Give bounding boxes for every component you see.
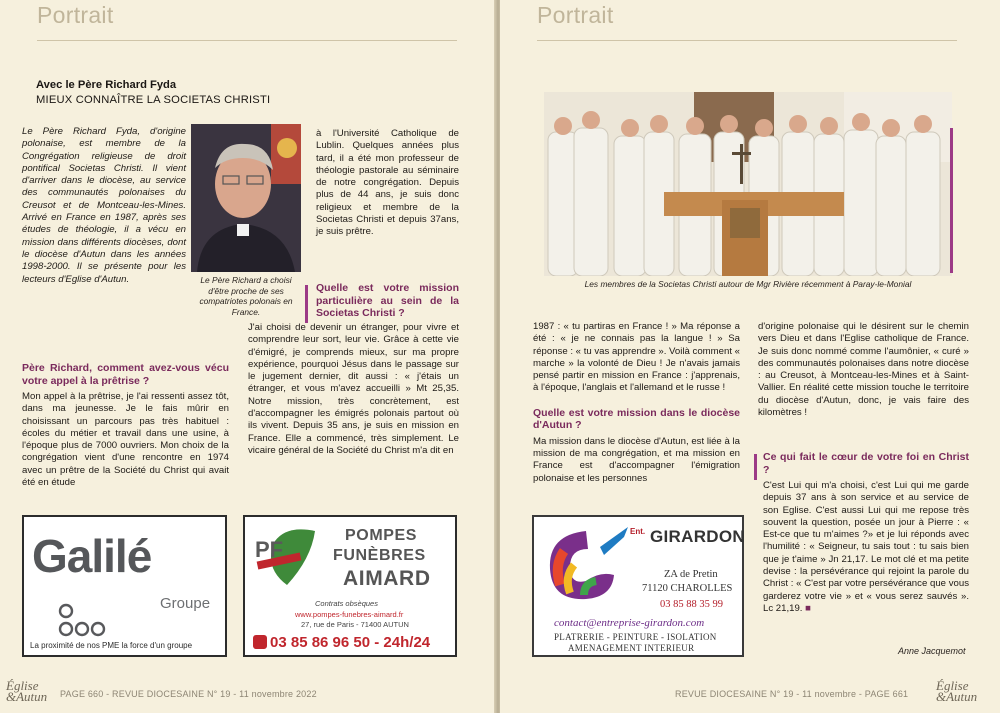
accent-bar-photo (950, 128, 953, 273)
page-footer: REVUE DIOCESAINE N° 19 - 11 novembre - PAGE 661 (675, 689, 909, 699)
galile-sub: Groupe (160, 595, 211, 612)
section-title: Portrait (537, 2, 614, 28)
aimard-line3: AIMARD (343, 567, 431, 590)
right-column-q2 (316, 282, 459, 324)
left-column-q1 (22, 356, 229, 494)
section-title: Portrait (37, 2, 114, 28)
right-page-column-1: 1987 : « tu partiras en France ! » Ma réponse a été : « je ne connais pas la langue ! » Sa réponse : « tu vas apprendre ». Voilà comment « marche » la volonté de Dieu ! Je n'avais jamais pensé partir en mission en France : j'apprenais, à l'époque, l'anglais et l'allemand et le russe ! Quelle est votre mission dans le diocèse d'Autun ? Ma mission dans le diocèse d'Autun, est liée à la mission de ma congrégation, et ma mission en France est d'accompagner l'émigration polonaise et les personnes (533, 321, 740, 484)
girardon-services1: PLATRERIE - PEINTURE - ISOLATION (554, 632, 717, 642)
ad-aimard (243, 515, 457, 657)
girardon-phone: 03 85 88 35 99 (660, 599, 723, 610)
galile-logo: Galilé (32, 530, 152, 582)
right-page-column-2: d'origine polonaise qui le désirent sur le chemin vers Dieu et dans l'Eglise catholique de France. Je suis donc nommé comme l'aumônier, « curé » des communautés polonaises dans notre diocèse : au Creusot, à Montceau-les-Mines et à Saint-Vallier. En réalité cette mission touche le territoire du diocèse d'Autun, donc, je vais faire des kilomètres ! (758, 321, 969, 419)
girardon-ent: Ent. (630, 527, 646, 536)
aimard-website: www.pompes-funebres-aimard.fr (295, 610, 404, 619)
group-photo-caption: Les membres de la Societas Christi autour de Mgr Rivière récemment à Paray-le-Monial (584, 279, 912, 289)
answer-2: J'ai choisi de devenir un étranger, pour vivre et comprendre leur sort, leur vie. Grâce à cette vie d'émigré, je comprends mieux, sur ma propre expérience, pourquoi Jésus dans le passage sur le jugement dernier, dit aussi : « j'étais un étranger, et vous m'avez accueilli » Mt 25,35. Notre mission, très concrètement, est d'accompagner les émigrés polonais partout où ils vivent. Depuis 35 ans, je suis en mission en France. Elle a commencé, très simplement. Le vicaire général de la Société du Christ m'a dit en (248, 322, 459, 456)
accent-bar-q4 (754, 454, 757, 480)
aimard-line1: POMPES (345, 527, 418, 544)
header-rule (537, 40, 957, 41)
aimard-pf: PF (255, 537, 284, 562)
aimard-line2: FUNÈBRES (333, 547, 426, 564)
ad-galile (22, 515, 227, 657)
aimard-address: 27, rue de Paris - 71400 AUTUN (301, 620, 409, 629)
author-line: Avec le Père Richard Fyda (36, 79, 177, 91)
galile-g-icons (52, 603, 112, 637)
phone-icon (253, 635, 267, 649)
girardon-name: GIRARDON (650, 527, 745, 546)
group-photo (544, 92, 952, 276)
question-heading: Quelle est votre mission dans le diocèse d'Autun ? (533, 406, 740, 432)
girardon-address2: 71120 CHAROLLES (642, 583, 733, 594)
magazine-logo: Église &Autun (6, 678, 48, 704)
end-mark: ■ (805, 602, 811, 614)
right-page (500, 0, 1000, 713)
question-heading: Quelle est votre mission particulière au sein de la Societas Christi ? (316, 282, 459, 319)
header-rule (37, 40, 457, 41)
question-heading: Ce qui fait le cœur de votre foi en Christ ? (763, 451, 969, 476)
left-page (0, 0, 496, 713)
girardon-services2: AMENAGEMENT INTERIEUR (568, 643, 695, 653)
photo-caption: Le Père Richard a choisi d'être proche de ses compatriotes polonais en France. (199, 275, 293, 317)
girardon-email: contact@entreprise-girardon.com (554, 617, 705, 629)
galile-tagline: La proximité de nos PME la force d'un groupe (30, 641, 193, 650)
answer-text: Mon appel à la prêtrise, je l'ai ressenti assez tôt, dans ma jeunesse. Je le fais mûrir en choisissant un parcours pas très habituel : écoles du métier et travail dans une usine, à l'époque plus de 7000 ouvriers. Mon choix de la congrégation vient d'une rencontre en 1974 avec un prêtre de la Société du Christ qui avait été en étude (22, 391, 229, 489)
intro-paragraph: Le Père Richard Fyda, d'origine polonaise, est membre de la Congrégation religieuse de droit pontifical Societas Christi. Il vient d'arriver dans le diocèse, au service des communautés polonaises du Creusot et de Montceau-les-Mines. Arrivé en France en 1987, après ses études de théologie, il a vécu en mission dans différents diocèses, dont le diocèse d'Autun dans les années 1998-2000. Il se présente pour les lecteurs d'Eglise d'Autun. (22, 126, 186, 285)
girardon-brush-icon (540, 525, 632, 605)
aimard-contracts: Contrats obsèques (315, 599, 378, 608)
answer-text: Ma mission dans le diocèse d'Autun, est liée à la mission de ma congrégation, et ma mission en France est d'accompagner l'émigration polonaise et les personnes (533, 435, 740, 484)
portrait-photo (191, 124, 301, 272)
article-subtitle: MIEUX CONNAÎTRE LA SOCIETAS CHRISTI (36, 94, 271, 106)
magazine-logo: Église &Autun (936, 678, 978, 704)
right-column-top: à l'Université Catholique de Lublin. Quelques années plus tard, il a été mon professeur de théologie pastorale au séminaire de notre congrégation. Depuis plus de 44 ans, je suis donc religieux et membre de la Societas Christi et depuis 37ans, je suis prêtre. (316, 128, 459, 238)
ad-girardon (532, 515, 744, 657)
right-page-column-2-q4 (763, 451, 969, 620)
page-footer: PAGE 660 - REVUE DIOCESAINE N° 19 - 11 novembre 2022 (60, 689, 317, 699)
answer-text: C'est Lui qui m'a choisi, c'est Lui qui me garde depuis 37 ans à son service et au service de son Eglise. C'est aussi Lui qui me repose très souvent la question, posée un jour à Pierre : « Est-ce que tu m'aimes ?» et je lui réponds avec l'humilité : « Seigneur, tu sais tout : tu sais bien que je t'aime » Jn 21,17. Le mot clé et ma petite devise : la persévérance qui rejoint la parole du Christ : « C'est par votre persévérance que vous garderez votre vie » et « vous serez sauvés ». Lc 21,19. (763, 480, 969, 614)
accent-bar (305, 285, 308, 323)
question-heading: Père Richard, comment avez-vous vécu votre appel à la prêtrise ? (22, 362, 229, 387)
girardon-address1: ZA de Pretin (664, 569, 718, 580)
signature: Anne Jacquemot (898, 646, 966, 656)
aimard-phone: 03 85 86 96 50 - 24h/24 (253, 634, 430, 651)
